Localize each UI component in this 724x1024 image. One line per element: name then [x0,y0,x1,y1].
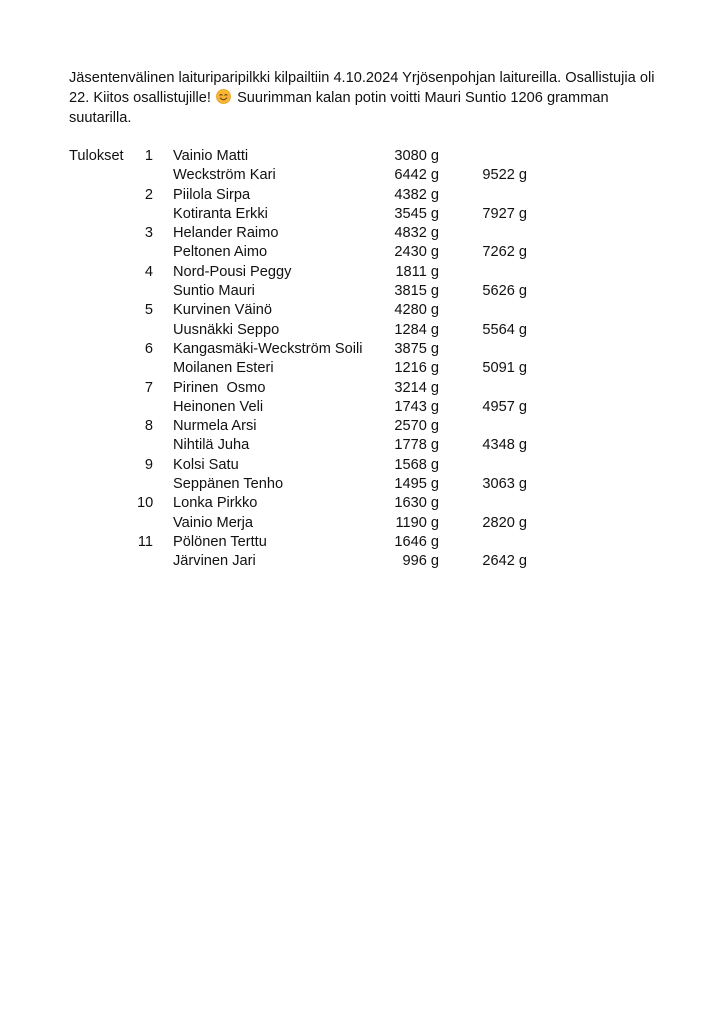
weight-cell: 1568 g [394,456,439,473]
weight-cell: 6442 g [394,167,439,184]
table-row [69,186,539,205]
table-row [69,514,539,533]
table-row [69,166,539,185]
table-row [69,533,539,552]
name-cell: Suntio Mauri [173,283,255,300]
table-row [69,379,539,398]
rank-cell: 3 [144,225,153,242]
rank-cell: 4 [144,263,153,280]
name-cell: Kangasmäki-Weckström Soili [173,340,363,357]
name-cell: Kolsi Satu [173,456,239,473]
table-row [69,398,539,417]
weight-cell: 4832 g [394,225,439,242]
weight-cell: 1495 g [394,476,439,493]
rank-cell: 5 [144,302,153,319]
weight-cell: 3815 g [394,283,439,300]
results-table [69,147,539,572]
table-row [69,243,539,262]
total-cell: 7262 g [482,244,527,261]
weight-cell: 4382 g [394,186,439,203]
weight-cell: 996 g [402,553,439,570]
table-row [69,494,539,513]
name-cell: Pölönen Terttu [173,533,267,550]
weight-cell: 4280 g [394,302,439,319]
weight-cell: 2430 g [394,244,439,261]
table-row [69,282,539,301]
table-row [69,263,539,282]
name-cell: Moilanen Esteri [173,360,274,377]
table-row [69,359,539,378]
name-cell: Kurvinen Väinö [173,302,272,319]
name-cell: Vainio Merja [173,514,254,531]
rank-cell: 8 [144,418,153,435]
total-cell: 2642 g [482,553,527,570]
total-cell: 4957 g [482,398,527,415]
name-cell: Piilola Sirpa [173,186,251,203]
name-cell: Weckström Kari [173,167,276,184]
name-cell: Pirinen Osmo [173,379,266,396]
weight-cell: 1190 g [395,514,439,531]
total-cell: 3063 g [482,476,527,493]
weight-cell: 3545 g [394,205,439,222]
total-cell: 5626 g [482,283,527,300]
total-cell: 5564 g [482,321,527,338]
weight-cell: 1743 g [394,398,439,415]
table-row [69,224,539,243]
rank-cell: 7 [144,379,153,396]
table-row [69,552,539,571]
name-cell: Peltonen Aimo [173,244,268,261]
weight-cell: 2570 g [394,418,439,435]
intro-text-after: Suurimman kalan potin voitti Mauri Suntio 1206 gramman suutarilla. [69,90,609,126]
name-cell: Nurmela Arsi [173,418,257,435]
weight-cell: 1284 g [394,321,439,338]
total-cell: 9522 g [482,167,527,184]
rank-cell: 11 [137,533,153,550]
table-row [69,147,539,166]
rank-cell: 1 [144,148,153,164]
smiling-face-emoji-icon [216,89,231,104]
weight-cell: 3214 g [394,379,439,396]
table-row [69,205,539,224]
table-row [69,321,539,340]
table-row [69,456,539,475]
name-cell: Vainio Matti [173,148,249,164]
total-cell: 2820 g [482,514,527,531]
weight-cell: 1811 g [395,263,439,280]
results-label: Tulokset [69,148,124,164]
total-cell: 5091 g [482,360,527,377]
intro-paragraph [69,68,659,128]
weight-cell: 1630 g [394,495,439,512]
table-row [69,301,539,320]
weight-cell: 3080 g [394,148,439,164]
weight-cell: 3875 g [394,340,439,357]
name-cell: Kotiranta Erkki [173,205,268,222]
name-cell: Heinonen Veli [173,398,264,415]
table-row [69,417,539,436]
name-cell: Nihtilä Juha [173,437,250,454]
weight-cell: 1646 g [394,533,439,550]
weight-cell: 1216 g [394,360,439,377]
table-row [69,340,539,359]
name-cell: Helander Raimo [173,225,279,242]
name-cell: Uusnäkki Seppo [173,321,280,338]
name-cell: Lonka Pirkko [173,495,258,512]
name-cell: Nord-Pousi Peggy [173,263,292,280]
table-row [69,475,539,494]
name-cell: Seppänen Tenho [173,476,284,493]
rank-cell: 9 [144,456,153,473]
weight-cell: 1778 g [394,437,439,454]
intro-text-before: Jäsentenvälinen laituriparipilkki kilpailtiin 4.10.2024 Yrjösenpohjan laitureilla. Osallistujia oli 22. Kiitos osallistujille! [69,70,655,106]
rank-cell: 10 [137,495,154,512]
name-cell: Järvinen Jari [173,553,256,570]
table-row [69,436,539,455]
rank-cell: 2 [144,186,153,203]
total-cell: 7927 g [482,205,527,222]
total-cell: 4348 g [482,437,527,454]
rank-cell: 6 [144,340,153,357]
